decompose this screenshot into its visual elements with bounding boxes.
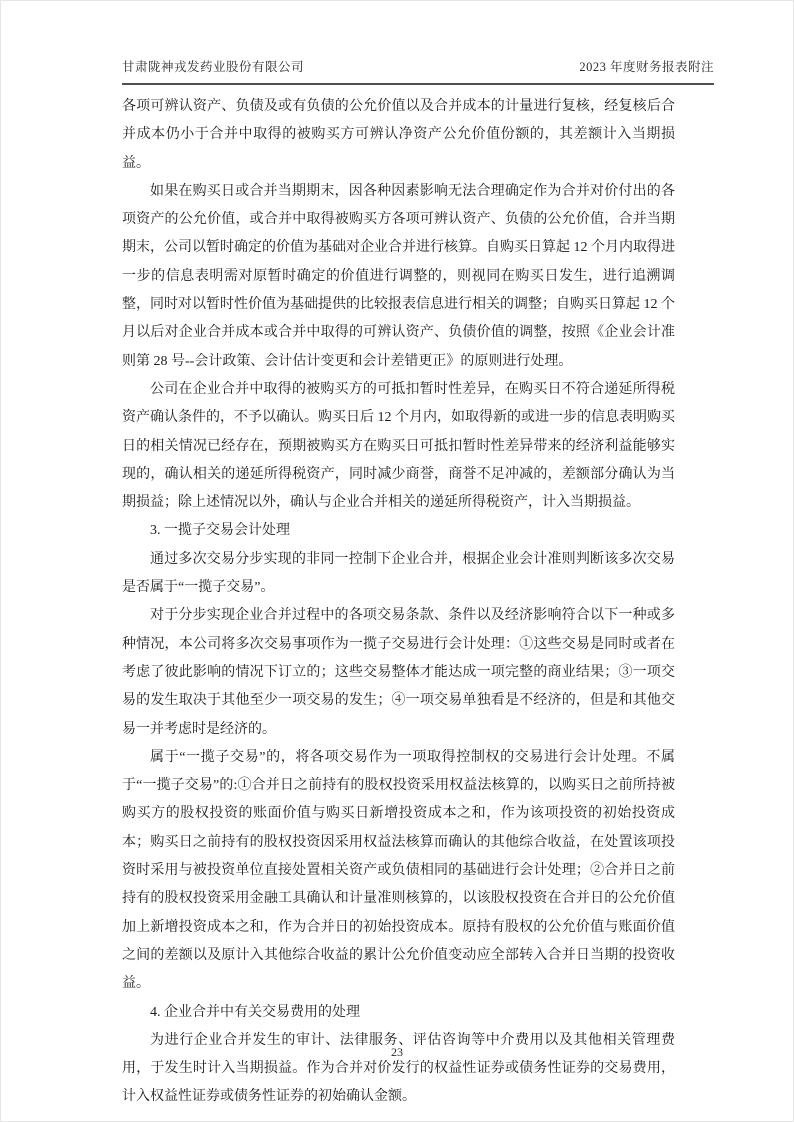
document-body <box>122 93 675 1112</box>
paragraph: 通过多次交易分步实现的非同一控制下企业合并，根据企业会计准则判断该多次交易是否属于“一揽子交易”。 <box>122 551 675 596</box>
page-number: 23 <box>391 1045 403 1059</box>
header-doc-title: 2023 年度财务报表附注 <box>579 60 714 74</box>
section-heading: 3. 一揽子交易会计处理 <box>150 523 290 539</box>
page-footer <box>1 1045 793 1060</box>
paragraph: 对于分步实现企业合并过程中的各项交易条款、条件以及经济影响符合以下一种或多种情况，本公司将多次交易事项作为一揽子交易进行会计处理：①这些交易是同时或者在考虑了彼此影响的情况下订立的；这些交易整体才能达成一项完整的商业结果；③一项交易的发生取决于其他至少一项交易的发生；④一项交易单独看是不经济的，但是和其他交易一并考虑时是经济的。 <box>122 608 675 737</box>
header-company-name: 甘肃陇神戎发药业股份有限公司 <box>122 60 305 74</box>
paragraph: 如果在购买日或合并当期期末，因各种因素影响无法合理确定作为合并对价付出的各项资产的公允价值，或合并中取得被购买方各项可辨认资产、负债的公允价值，合并当期期末，公司以暂时确定的价值为基础对企业合并进行核算。自购买日算起 12 个月内取得进一步的信息表明需对原暂时确定的价值进行调整的，则视同在购买日发生，进行追溯调整，同时对以暂时性价值为基础提供的比较报表信息进行相关的调整；自购买日算起 12 个月以后对企业合并成本或合并中取得的可辨认资产、负债价值的调整，按照《企业会计准则第 28 号--会计政策、会计估计变更和会计差错更正》的原则进行处理。 <box>122 183 675 369</box>
paragraph: 为进行企业合并发生的审计、法律服务、评估咨询等中介费用以及其他相关管理费用，于发生时计入当期损益。作为合并对价发行的权益性证券或债务性证券的交易费用，计入权益性证券或债务性证券的初始确认金额。 <box>122 1032 675 1105</box>
paragraph: 属于“一揽子交易”的，将各项交易作为一项取得控制权的交易进行会计处理。不属于“一揽子交易”的:①合并日之前持有的股权投资采用权益法核算的，以购买日之前所持被购买方的股权投资的账面价值与购买日新增投资成本之和，作为该项投资的初始投资成本；购买日之前持有的股权投资因采用权益法核算而确认的其他综合收益，在处置该项投资时采用与被投资单位直接处置相关资产或负债相同的基础进行会计处理；②合并日之前持有的股权投资采用金融工具确认和计量准则核算的，以该股权投资在合并日的公允价值加上新增投资成本之和，作为合并日的初始投资成本。原持有股权的公允价值与账面价值之间的差额以及原计入其他综合收益的累计公允价值变动应全部转入合并日当期的投资收益。 <box>122 749 675 992</box>
section-heading: 4. 企业合并中有关交易费用的处理 <box>150 1004 360 1020</box>
paragraph: 各项可辨认资产、负债及或有负债的公允价值以及合并成本的计量进行复核，经复核后合并成本仍小于合并中取得的被购买方可辨认净资产公允价值份额的，其差额计入当期损益。 <box>122 99 675 171</box>
paragraph: 公司在企业合并中取得的被购买方的可抵扣暂时性差异，在购买日不符合递延所得税资产确认条件的，不予以确认。购买日后 12 个月内，如取得新的或进一步的信息表明购买日的相关情况已经存在，预期被购买方在购买日可抵扣暂时性差异带来的经济利益能够实现的，确认相关的递延所得税资产，同时减少商誉，商誉不足冲减的，差额部分确认为当期损益；除上述情况以外，确认与企业合并相关的递延所得税资产，计入当期损益。 <box>122 381 675 511</box>
page-header <box>122 57 714 85</box>
